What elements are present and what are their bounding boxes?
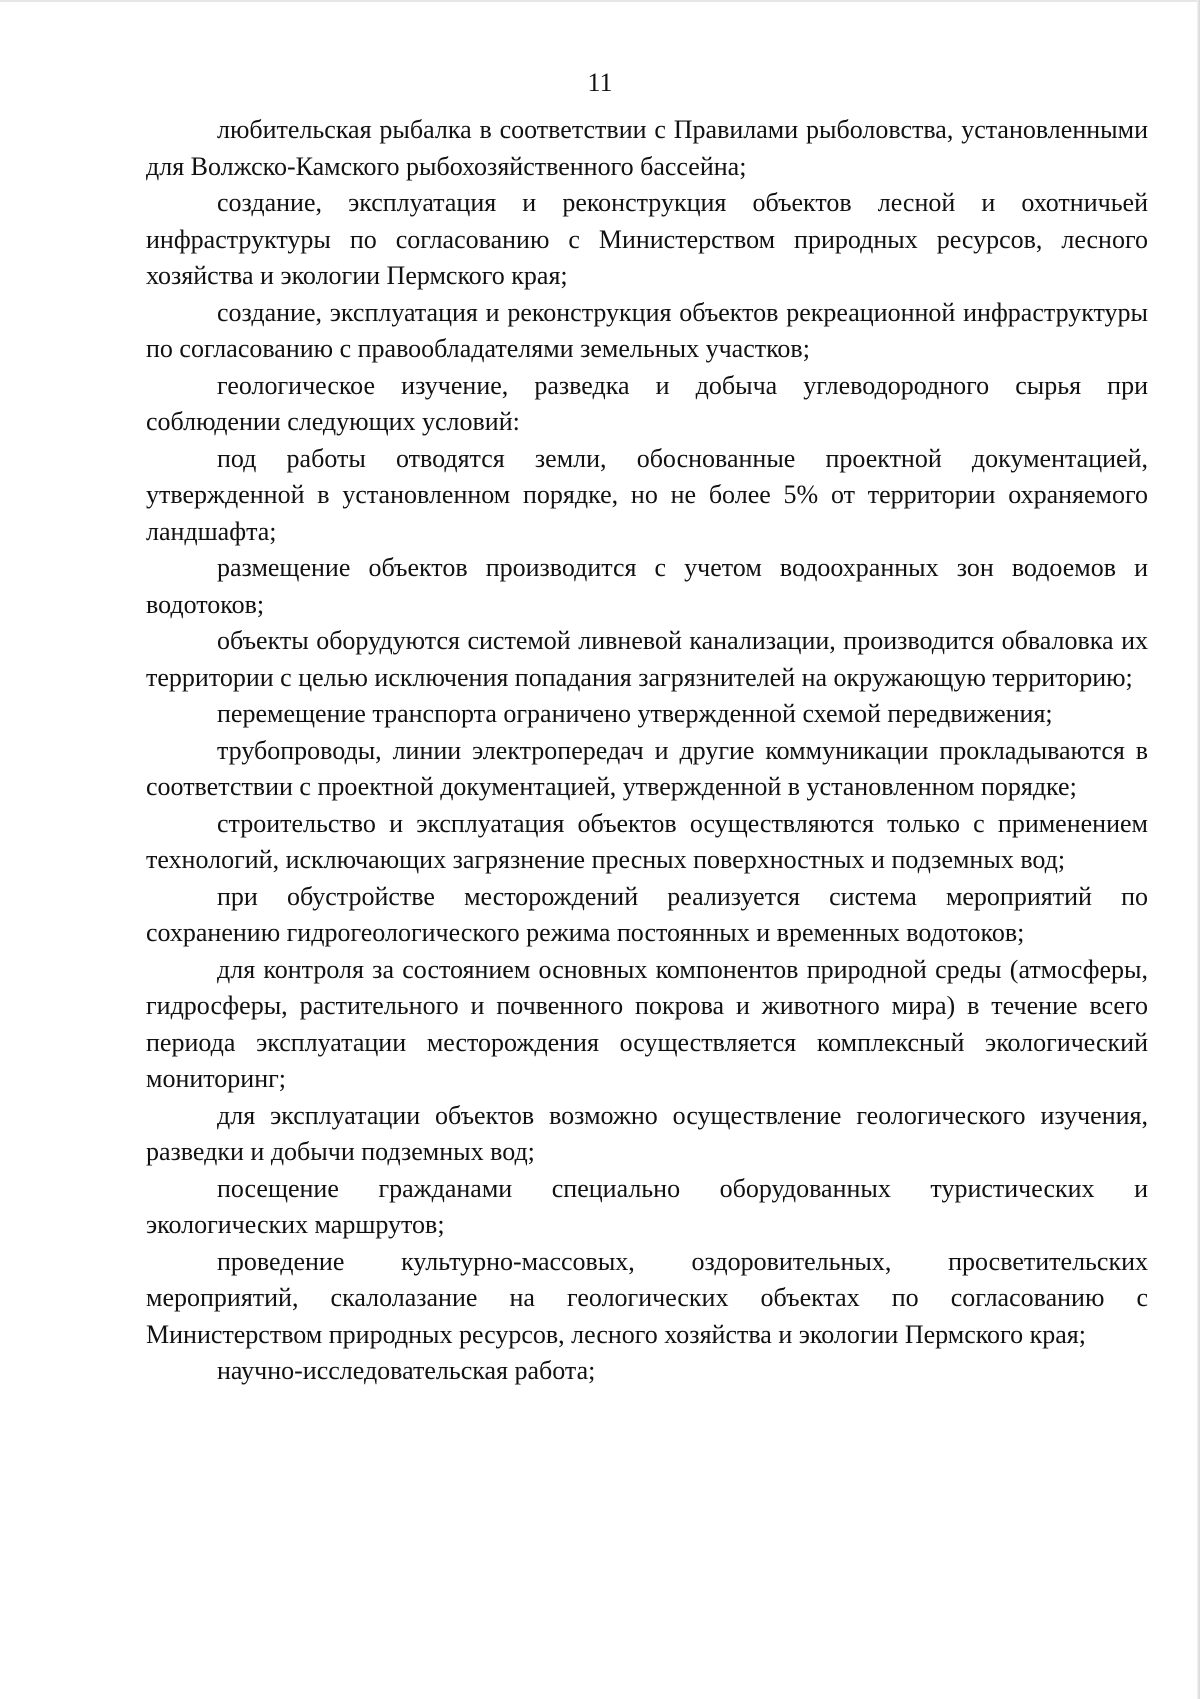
document-body [146, 112, 1148, 1390]
paragraph-forest-infrastructure: создание, эксплуатация и реконструкция объектов лесной и охотничьей инфраструктуры по согласованию с Министерством природных ресурсов, лесного хозяйства и экологии Пермского края; [146, 188, 1148, 290]
paragraph-tourist-routes: посещение гражданами специально оборудованных туристических и экологических маршрутов; [146, 1173, 1148, 1239]
paragraph-cultural-events: проведение культурно-массовых, оздоровительных, просветительских мероприятий, скалолазание на геологических объектах по согласованию с Министерством природных ресурсов, лесного хозяйства и экологии Пермского края; [146, 1246, 1148, 1349]
paragraph-research-work: научно-исследовательская работа; [217, 1356, 596, 1385]
paragraph-construction-technologies: строительство и эксплуатация объектов осуществляются только с применением технологий, исключающих загрязнение пресных поверхностных и подземных вод; [146, 808, 1148, 874]
paragraph-hydrocarbon-extraction: геологическое изучение, разведка и добыча углеводородного сырья при соблюдении следующих условий: [146, 370, 1148, 436]
paragraph-storm-sewer: объекты оборудуются системой ливневой канализации, производится обваловка их территории с целью исключения попадания загрязнителей на окружающую территорию; [146, 626, 1148, 692]
paragraph-hydrogeological-regime: при обустройстве месторождений реализуется система мероприятий по сохранению гидрогеологического режима постоянных и временных водотоков; [146, 881, 1148, 947]
paragraph-recreational-infrastructure: создание, эксплуатация и реконструкция объектов рекреационной инфраструктуры по согласованию с правообладателями земельных участков; [146, 297, 1148, 363]
paragraph-land-allocation: под работы отводятся земли, обоснованные проектной документацией, утвержденной в установленном порядке, но не более 5% от территории охраняемого ландшафта; [146, 443, 1148, 546]
paragraph-pipelines: трубопроводы, линии электропередач и другие коммуникации прокладываются в соответствии с проектной документацией, утвержденной в установленном порядке; [146, 735, 1148, 801]
paragraph-environmental-monitoring: для контроля за состоянием основных компонентов природной среды (атмосферы, гидросферы, растительного и почвенного покрова и животного мира) в течение всего периода эксплуатации месторождения осуществляется комплексный экологический мониторинг; [146, 954, 1148, 1093]
scan-top-edge [0, 0, 1200, 2]
paragraph-amateur-fishing: любительская рыбалка в соответствии с Правилами рыболовства, установленными для Волжско-Камского рыбохозяйственного бассейна; [146, 115, 1148, 181]
paragraph-water-protection-zones: размещение объектов производится с учетом водоохранных зон водоемов и водотоков; [146, 553, 1148, 619]
paragraph-transport-movement: перемещение транспорта ограничено утвержденной схемой передвижения; [217, 699, 1053, 728]
paragraph-groundwater: для эксплуатации объектов возможно осуществление геологического изучения, разведки и добычи подземных вод; [146, 1100, 1148, 1166]
page-number: 11 [587, 68, 613, 97]
